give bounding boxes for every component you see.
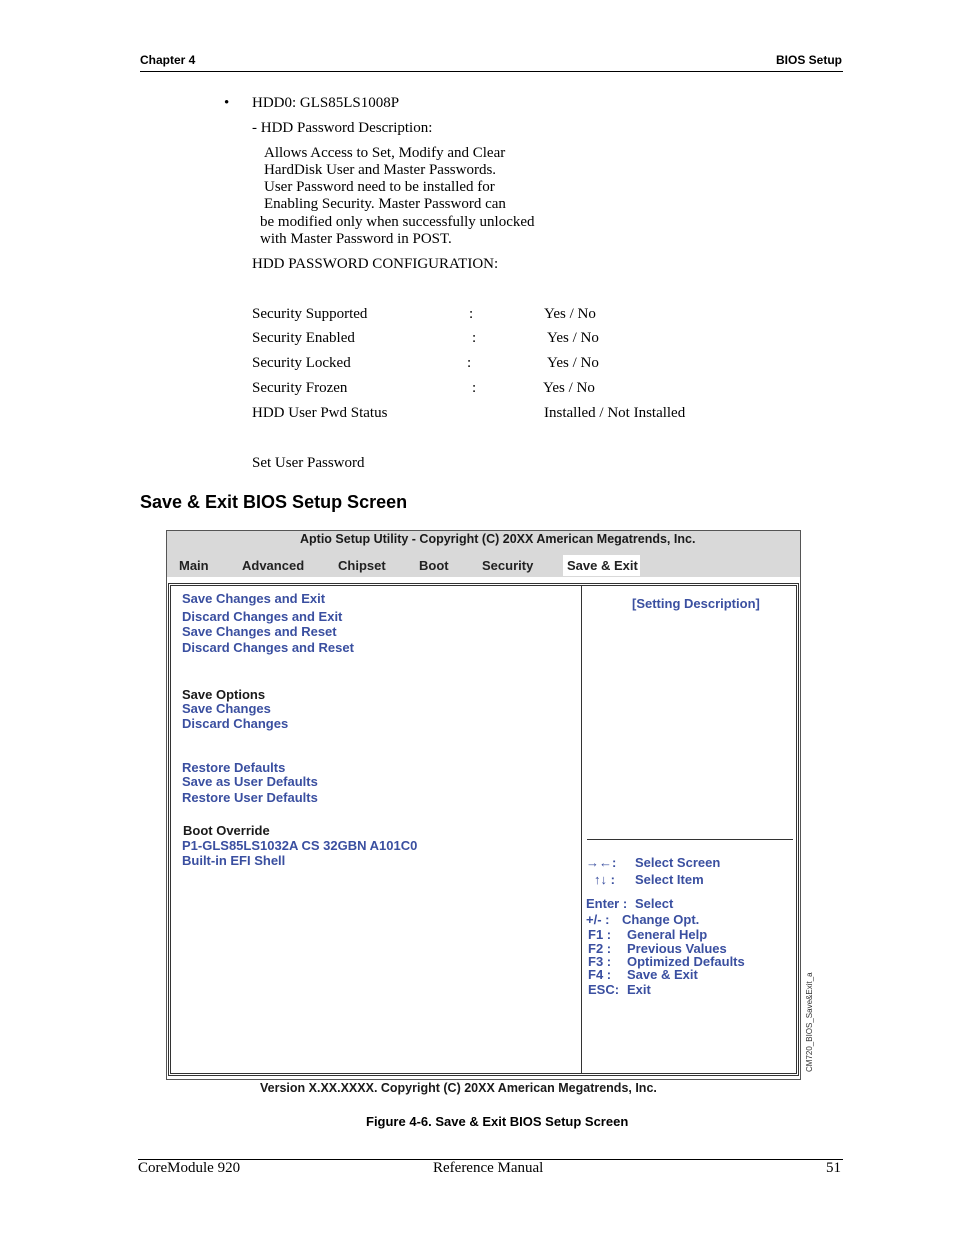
menu-item[interactable]: Save Changes and Exit (182, 591, 326, 606)
row-label: Security Frozen (252, 380, 348, 396)
key-label: Enter : (586, 896, 628, 911)
key-label: F3 : (588, 954, 612, 969)
row-label: Security Supported (252, 306, 368, 322)
key-label: F4 : (588, 967, 612, 982)
menu-item[interactable]: Save as User Defaults (182, 774, 318, 789)
header-rule (140, 71, 843, 72)
figure-side-label: CM720_BIOS_Save&Exit_a (805, 972, 814, 1072)
help-separator (587, 839, 793, 840)
left-right-arrows-icon: →←: (586, 855, 617, 870)
tab-save-exit[interactable]: Save & Exit (567, 558, 638, 573)
row-value: Yes / No (547, 330, 599, 346)
row-label: Security Enabled (252, 330, 355, 346)
menu-item[interactable]: Save Changes and Reset (182, 624, 337, 639)
desc-line: Enabling Security. Master Password can (264, 196, 506, 212)
section-heading: Save & Exit BIOS Setup Screen (140, 492, 408, 512)
select-item-label: Select Item (635, 872, 704, 887)
menu-item[interactable]: Restore Defaults (182, 760, 286, 775)
desc-line: be modified only when successfully unlocked (260, 214, 535, 230)
row-value: Installed / Not Installed (544, 405, 686, 421)
row-label: Security Locked (252, 355, 351, 371)
key-desc: Change Opt. (622, 912, 700, 927)
row-sep: : (467, 355, 472, 371)
footer-doc-title: Reference Manual (433, 1160, 544, 1176)
menu-item[interactable]: Restore User Defaults (182, 790, 318, 805)
row-value: Yes / No (544, 306, 596, 322)
tab-security[interactable]: Security (482, 558, 534, 573)
save-options-label: Save Options (182, 687, 266, 702)
tab-advanced[interactable]: Advanced (242, 558, 305, 573)
section-label: BIOS Setup (775, 53, 842, 67)
bios-title-bar: Aptio Setup Utility - Copyright (C) 20XX American Megatrends, Inc. (300, 532, 696, 546)
key-desc: Optimized Defaults (627, 954, 745, 969)
figure-caption: Figure 4-6. Save & Exit BIOS Setup Screen (366, 1114, 629, 1129)
key-desc: Save & Exit (627, 967, 698, 982)
key-desc: Exit (627, 982, 651, 997)
setting-description: [Setting Description] (632, 596, 760, 611)
tab-boot[interactable]: Boot (419, 558, 449, 573)
bios-version-line: Version X.XX.XXXX. Copyright (C) 20XX American Megatrends, Inc. (260, 1081, 657, 1095)
row-sep: : (472, 380, 477, 396)
menu-item[interactable]: Save Changes (182, 701, 271, 716)
row-value: Yes / No (547, 355, 599, 371)
menu-item[interactable]: Discard Changes (182, 716, 289, 731)
desc-line: User Password need to be installed for (264, 179, 495, 195)
chapter-label: Chapter 4 (140, 53, 196, 67)
menu-item[interactable]: P1-GLS85LS1032A CS 32GBN A101C0 (182, 838, 418, 853)
tab-main[interactable]: Main (179, 558, 209, 573)
up-down-arrows-icon: ↑↓ : (594, 872, 615, 887)
desc-line: with Master Password in POST. (260, 231, 452, 247)
key-desc: Previous Values (627, 941, 727, 956)
select-screen-label: Select Screen (635, 855, 721, 870)
row-sep: : (472, 330, 477, 346)
key-label: ESC: (588, 982, 620, 997)
desc-line: Allows Access to Set, Modify and Clear (264, 145, 506, 161)
key-desc: General Help (627, 927, 708, 942)
desc-line: HardDisk User and Master Passwords. (264, 162, 497, 178)
row-sep: : (469, 306, 474, 322)
set-user-password: Set User Password (252, 455, 365, 471)
boot-override-label: Boot Override (183, 823, 270, 838)
bios-pane-divider (581, 585, 582, 1074)
bullet: • (224, 95, 230, 111)
hdd-title: HDD0: GLS85LS1008P (252, 95, 400, 111)
hdd-desc-label: - HDD Password Description: (252, 120, 433, 136)
page-number: 51 (826, 1160, 841, 1176)
key-desc: Select (635, 896, 674, 911)
config-label: HDD PASSWORD CONFIGURATION: (252, 256, 499, 272)
row-label: HDD User Pwd Status (252, 405, 388, 421)
key-label: F2 : (588, 941, 612, 956)
menu-item[interactable]: Discard Changes and Reset (182, 640, 354, 655)
menu-item[interactable]: Built-in EFI Shell (182, 853, 286, 868)
key-label: +/- : (586, 912, 610, 927)
footer-product: CoreModule 920 (138, 1160, 241, 1176)
key-label: F1 : (588, 927, 612, 942)
tab-chipset[interactable]: Chipset (338, 558, 386, 573)
row-value: Yes / No (543, 380, 595, 396)
menu-item[interactable]: Discard Changes and Exit (182, 609, 343, 624)
